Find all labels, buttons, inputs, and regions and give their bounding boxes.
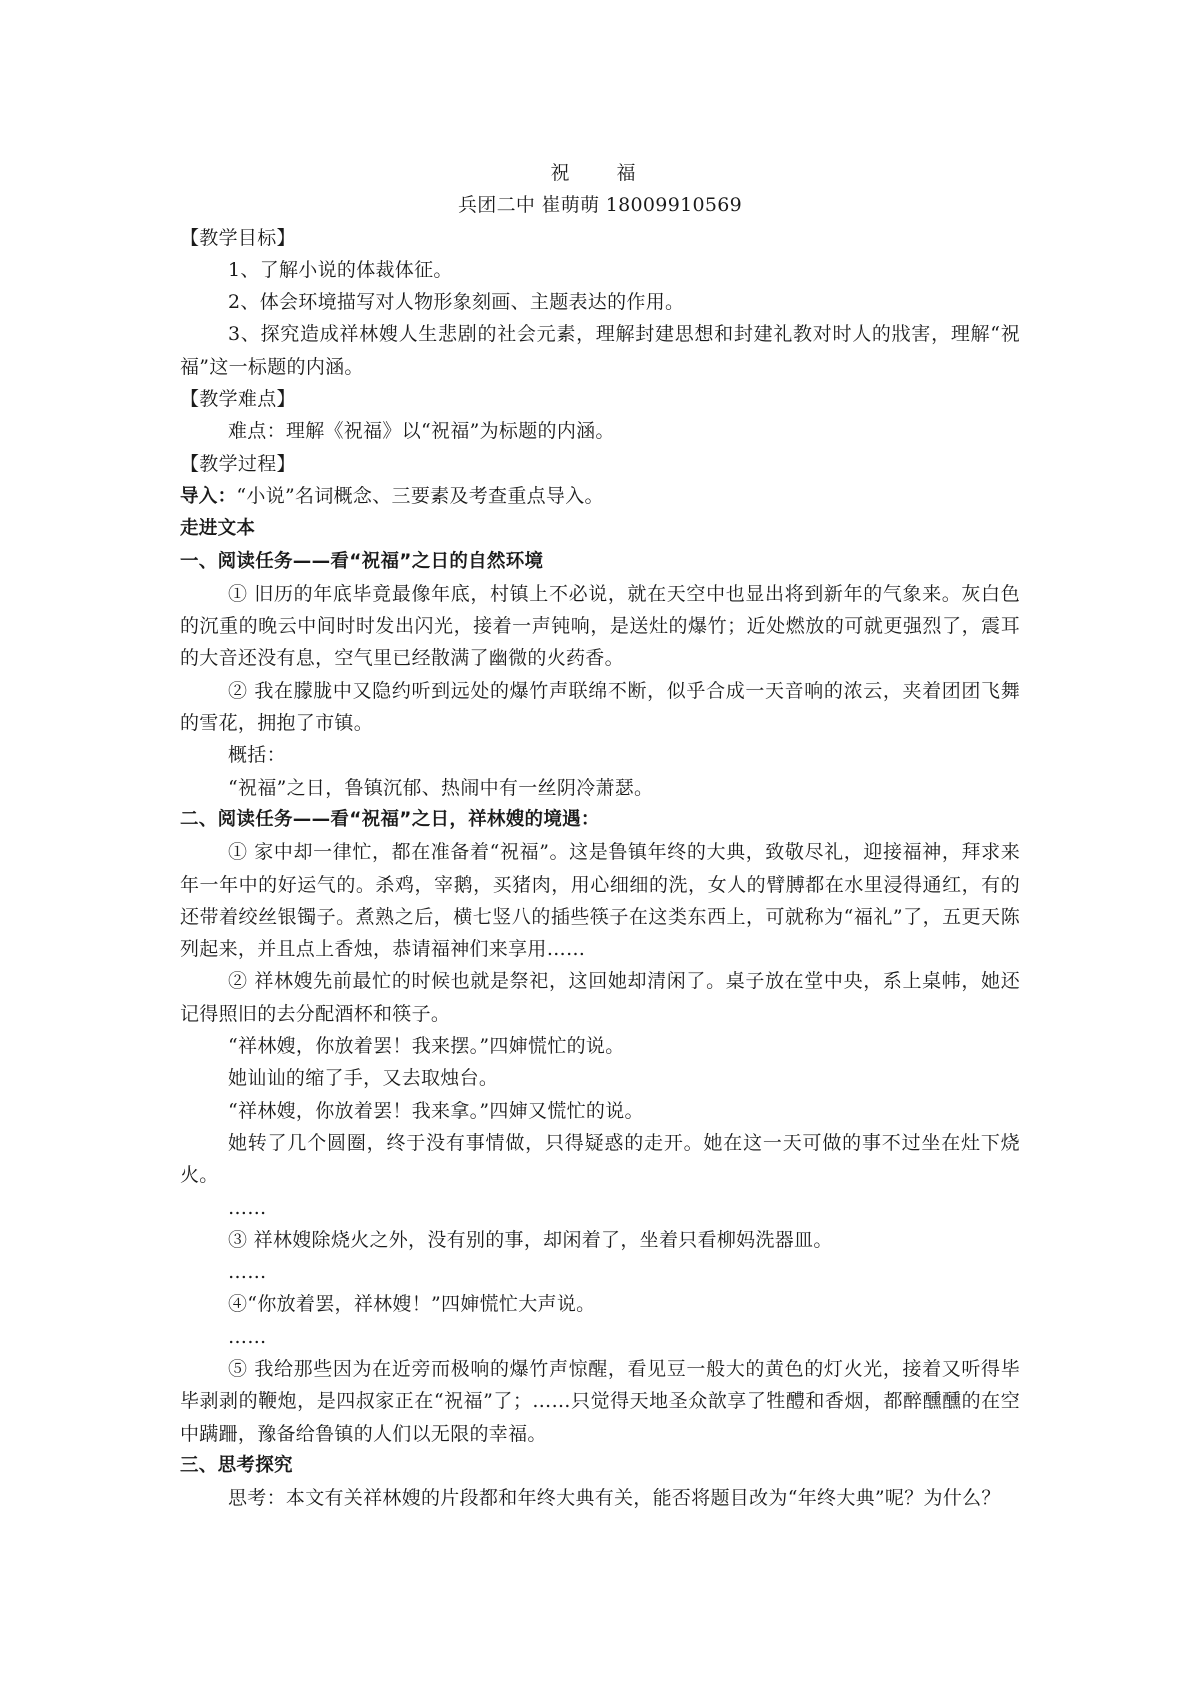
section3-heading: 三、思考探究 xyxy=(180,1454,293,1476)
section1-summary-label: 概括： xyxy=(228,744,286,767)
goal-item-2: 2、体会环境描写对人物形象刻画、主题表达的作用。 xyxy=(228,291,685,314)
goals-heading: 【教学目标】 xyxy=(180,226,296,249)
section2-para2: ② 祥林嫂先前最忙的时候也就是祭祀，这回她却清闲了。桌子放在堂中央，系上桌帏，她还记得照旧的去分配酒杯和筷子。 xyxy=(180,970,1020,1025)
section2-para6: 她转了几个圆圈，终于没有事情做，只得疑惑的走开。她在这一天可做的事不过坐在灶下烧火。 xyxy=(180,1131,1020,1187)
author-line: 兵团二中 崔萌萌 18009910569 xyxy=(457,194,743,217)
document-page xyxy=(180,157,1020,1514)
section3-para1: 思考：本文有关祥林嫂的片段都和年终大典有关，能否将题目改为“年终大典”呢？为什么？ xyxy=(228,1487,1001,1510)
section2-para7: ③ 祥林嫂除烧火之外，没有别的事，却闲着了，坐着只看柳妈洗器皿。 xyxy=(228,1228,833,1251)
enter-text-heading: 走进文本 xyxy=(180,518,256,540)
section2-para1: ① 家中却一律忙，都在准备着“祝福”。这是鲁镇年终的大典，致敬尽礼，迎接福神，拜求来年一年中的好运气的。杀鸡，宰鹅，买猪肉，用心细细的洗，女人的臂膊都在水里浸得通红，有的还带着绞丝银镯子。煮熟之后，横七竖八的插些筷子在这类东西上，可就称为“福礼”了，五更天陈列起来，并且点上香烛，恭请福神们来享用…… xyxy=(180,841,1020,961)
section1-summary-text: “祝福”之日，鲁镇沉郁、热闹中有一丝阴冷萧瑟。 xyxy=(228,776,654,799)
section2-line4: 她讪讪的缩了手，又去取烛台。 xyxy=(228,1067,499,1090)
section2-para9: ⑤ 我给那些因为在近旁而极响的爆竹声惊醒，看见豆一般大的黄色的灯火光，接着又听得毕毕剥剥的鞭炮，是四叔家正在“祝福”了；……只觉得天地圣众歆享了牲醴和香烟，都醉醺醺的在空中蹒跚，豫备给鲁镇的人们以无限的幸福。 xyxy=(180,1357,1020,1445)
intro-line xyxy=(180,480,1020,513)
difficulty-heading: 【教学难点】 xyxy=(180,388,296,411)
section1-para2: ② 我在朦胧中又隐约听到远处的爆竹声联绵不断，似乎合成一天音响的浓云，夹着团团飞舞的雪花，拥抱了市镇。 xyxy=(180,679,1020,735)
goal-item-1: 1、了解小说的体裁体征。 xyxy=(228,258,453,281)
goal-item-3: 3、探究造成祥林嫂人生悲剧的社会元素，理解封建思想和封建礼教对时人的戕害，理解“祝福”这一标题的内涵。 xyxy=(180,323,1020,378)
intro-text: “小说”名词概念、三要素及考查重点导入。 xyxy=(236,484,604,507)
ellipsis-2: …… xyxy=(228,1261,267,1284)
difficulty-text: 难点：理解《祝福》以“祝福”为标题的内涵。 xyxy=(228,420,615,443)
ellipsis-1: …… xyxy=(228,1196,267,1219)
section1-para1: ① 旧历的年底毕竟最像年底，村镇上不必说，就在天空中也显出将到新年的气象来。灰白色的沉重的晚云中间时时发出闪光，接着一声钝响，是送灶的爆竹；近处燃放的可就更强烈了，震耳的大音还没有息，空气里已经散满了幽微的火药香。 xyxy=(180,582,1020,670)
ellipsis-3: …… xyxy=(228,1325,267,1348)
intro-label: 导入： xyxy=(180,485,237,507)
section1-heading: 一、阅读任务——看“祝福”之日的自然环境 xyxy=(180,550,544,572)
section2-heading: 二、阅读任务——看“祝福”之日，祥林嫂的境遇： xyxy=(180,808,600,830)
document-title: 祝 福 xyxy=(550,162,650,184)
section2-line5: “祥林嫂，你放着罢！我来拿。”四婶又慌忙的说。 xyxy=(228,1099,644,1122)
section2-para8: ④“你放着罢，祥林嫂！”四婶慌忙大声说。 xyxy=(228,1293,596,1316)
process-heading: 【教学过程】 xyxy=(180,452,296,475)
section2-line3: “祥林嫂，你放着罢！我来摆。”四婶慌忙的说。 xyxy=(228,1035,625,1058)
